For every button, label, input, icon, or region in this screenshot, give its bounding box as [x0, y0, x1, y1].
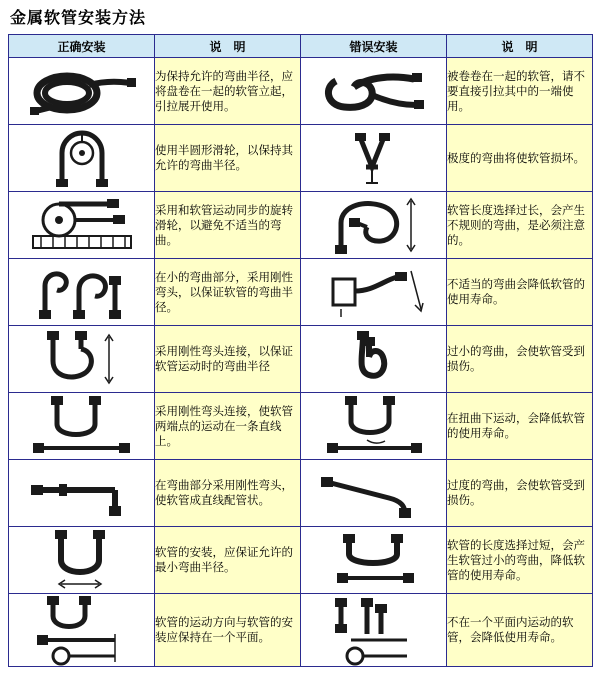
table-row [9, 326, 593, 393]
table-row [9, 259, 593, 326]
overbent-pipe-icon [301, 460, 447, 527]
coiled-hose-flat-icon [9, 58, 155, 125]
table-header-row [9, 35, 593, 58]
table-row [9, 125, 593, 192]
table-row [9, 460, 593, 527]
row-text: 在弯曲部分采用刚性弯头，使软管成直线配管状。 [155, 460, 301, 527]
row-text: 软管长度选择过长，会产生不规则的弯曲，是必须注意的。 [447, 192, 593, 259]
row-text: 不在一个平面内运动的软管，会降低使用寿命。 [447, 594, 593, 667]
row-text: 软管的安装，应保证允许的最小弯曲半径。 [155, 527, 301, 594]
header-wrong-install: 错误安装 [301, 35, 447, 58]
hose-installation-table [8, 34, 593, 667]
header-wrong-desc: 说 明 [447, 35, 593, 58]
table-row [9, 58, 593, 125]
row-text: 软管的运动方向与软管的安装应保持在一个平面。 [155, 594, 301, 667]
page-title: 金属软管安装方法 [10, 8, 147, 27]
row-text: 软管的长度选择过短，会产生软管过小的弯曲，降低软管的使用寿命。 [447, 527, 593, 594]
semicircle-pulley-icon [9, 125, 155, 192]
row-text: 采用刚性弯头连接，使软管两端点的运动在一条直线上。 [155, 393, 301, 460]
sharp-bend-v-icon [301, 125, 447, 192]
header-correct-desc: 说 明 [155, 35, 301, 58]
table-row [9, 594, 593, 667]
row-text: 极度的弯曲将使软管损坏。 [447, 125, 593, 192]
same-plane-motion-icon [9, 594, 155, 667]
u-hose-min-radius-icon [9, 527, 155, 594]
row-text: 采用刚性弯头连接，以保证软管运动时的弯曲半径 [155, 326, 301, 393]
table-row [9, 393, 593, 460]
out-of-plane-motion-icon [301, 594, 447, 667]
rigid-elbow-u-bend-icon [9, 326, 155, 393]
row-text: 过度的弯曲，会使软管受到损伤。 [447, 460, 593, 527]
header-correct-install: 正确安装 [9, 35, 155, 58]
row-text: 采用和软管运动同步的旋转滑轮，以避免不适当的弯曲。 [155, 192, 301, 259]
short-hose-tight-bend-icon [301, 527, 447, 594]
too-small-bend-icon [301, 326, 447, 393]
coiled-hose-pulled-icon [301, 58, 447, 125]
u-loop-straight-line-icon [9, 393, 155, 460]
rigid-elbow-small-bend-icon [9, 259, 155, 326]
row-text: 使用半圆形滑轮，以保持其允许的弯曲半径。 [155, 125, 301, 192]
twisted-u-loop-icon [301, 393, 447, 460]
row-text: 不适当的弯曲会降低软管的使用寿命。 [447, 259, 593, 326]
table-row [9, 192, 593, 259]
long-loose-hose-icon [301, 192, 447, 259]
improper-bend-icon [301, 259, 447, 326]
straight-pipe-elbow-icon [9, 460, 155, 527]
table-row [9, 527, 593, 594]
row-text: 为保持允许的弯曲半径，应将盘卷在一起的软管立起，引拉展开使用。 [155, 58, 301, 125]
row-text: 被卷卷在一起的软管，请不要直接引拉其中的一端使用。 [447, 58, 593, 125]
row-text: 在扭曲下运动，会降低软管的使用寿命。 [447, 393, 593, 460]
rotating-pulley-chain-icon [9, 192, 155, 259]
row-text: 在小的弯曲部分，采用刚性弯头，以保证软管的弯曲半径。 [155, 259, 301, 326]
row-text: 过小的弯曲，会使软管受到损伤。 [447, 326, 593, 393]
